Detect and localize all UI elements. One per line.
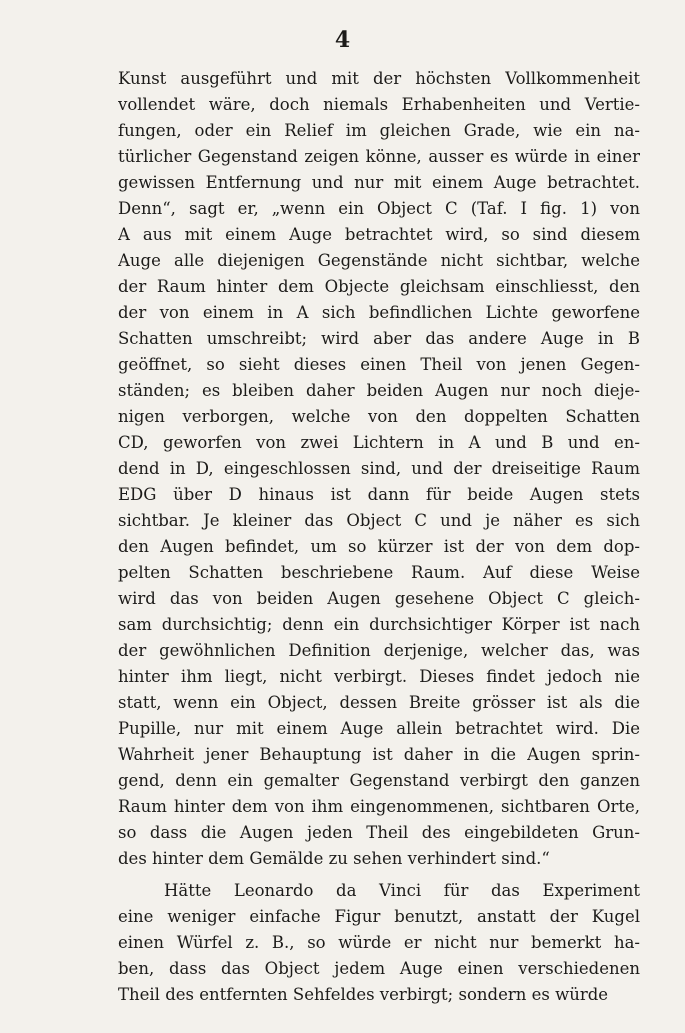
text-line: der Raum hinter dem Objecte gleichsam einschliesst, den	[118, 277, 640, 296]
text-line: EDG über D hinaus ist dann für beide Augen stets	[118, 485, 640, 504]
text-line: ständen; es bleiben daher beiden Augen nur noch dieje-	[118, 381, 640, 400]
text-line: ben, dass das Object jedem Auge einen verschiedenen	[118, 959, 640, 978]
text-line: gend, denn ein gemalter Gegenstand verbirgt den ganzen	[118, 771, 640, 790]
text-line: pelten Schatten beschriebene Raum. Auf diese Weise	[118, 563, 640, 582]
text-line: einen Würfel z. B., so würde er nicht nur bemerkt ha-	[118, 933, 640, 952]
text-line: sichtbar. Je kleiner das Object C und je näher es sich	[118, 511, 640, 530]
text-line: der von einem in A sich befindlichen Lichte geworfene	[118, 303, 640, 322]
text-line: sam durchsichtig; denn ein durchsichtiger Körper ist nach	[118, 615, 640, 634]
text-line: türlicher Gegenstand zeigen könne, ausser es würde in einer	[118, 147, 640, 166]
text-line: den Augen befindet, um so kürzer ist der von dem dop-	[118, 537, 640, 556]
text-line: der gewöhnlichen Definition derjenige, welcher das, was	[118, 641, 640, 660]
text-line: Hätte Leonardo da Vinci für das Experiment	[164, 881, 640, 900]
text-line: Schatten umschreibt; wird aber das andere Auge in B	[118, 329, 640, 348]
text-line: so dass die Augen jeden Theil des eingebildeten Grun-	[118, 823, 640, 842]
text-line: nigen verborgen, welche von den doppelten Schatten	[118, 407, 640, 426]
text-line: eine weniger einfache Figur benutzt, anstatt der Kugel	[118, 907, 640, 926]
text-block	[118, 66, 640, 1008]
text-line: gewissen Entfernung und nur mit einem Auge betrachtet.	[118, 173, 640, 192]
text-line: Raum hinter dem von ihm eingenommenen, sichtbaren Orte,	[118, 797, 640, 816]
text-line: Auge alle diejenigen Gegenstände nicht sichtbar, welche	[118, 251, 640, 270]
text-line: vollendet wäre, doch niemals Erhabenheiten und Vertie-	[118, 95, 640, 114]
text-line: statt, wenn ein Object, dessen Breite grösser ist als die	[118, 693, 640, 712]
text-line: A aus mit einem Auge betrachtet wird, so sind diesem	[118, 225, 640, 244]
text-line: Wahrheit jener Behauptung ist daher in die Augen sprin-	[118, 745, 640, 764]
text-line: wird das von beiden Augen gesehene Object C gleich-	[118, 589, 640, 608]
text-line: Kunst ausgeführt und mit der höchsten Vollkommenheit	[118, 69, 640, 88]
paragraph-1	[118, 66, 640, 872]
text-line: hinter ihm liegt, nicht verbirgt. Dieses findet jedoch nie	[118, 667, 640, 686]
page-number: 4	[334, 27, 351, 53]
text-line: dend in D, eingeschlossen sind, und der dreiseitige Raum	[118, 459, 640, 478]
text-line: Denn“, sagt er, „wenn ein Object C (Taf. I fig. 1) von	[118, 199, 640, 218]
paragraph-2	[118, 878, 640, 1008]
text-line: Theil des entfernten Sehfeldes verbirgt; sondern es würde	[118, 985, 609, 1004]
text-line: des hinter dem Gemälde zu sehen verhindert sind.“	[118, 849, 550, 868]
text-line: Pupille, nur mit einem Auge allein betrachtet wird. Die	[118, 719, 640, 738]
text-line: geöffnet, so sieht dieses einen Theil von jenen Gegen-	[118, 355, 640, 374]
text-line: fungen, oder ein Relief im gleichen Grade, wie ein na-	[118, 121, 640, 140]
text-line: CD, geworfen von zwei Lichtern in A und B und en-	[118, 433, 640, 452]
